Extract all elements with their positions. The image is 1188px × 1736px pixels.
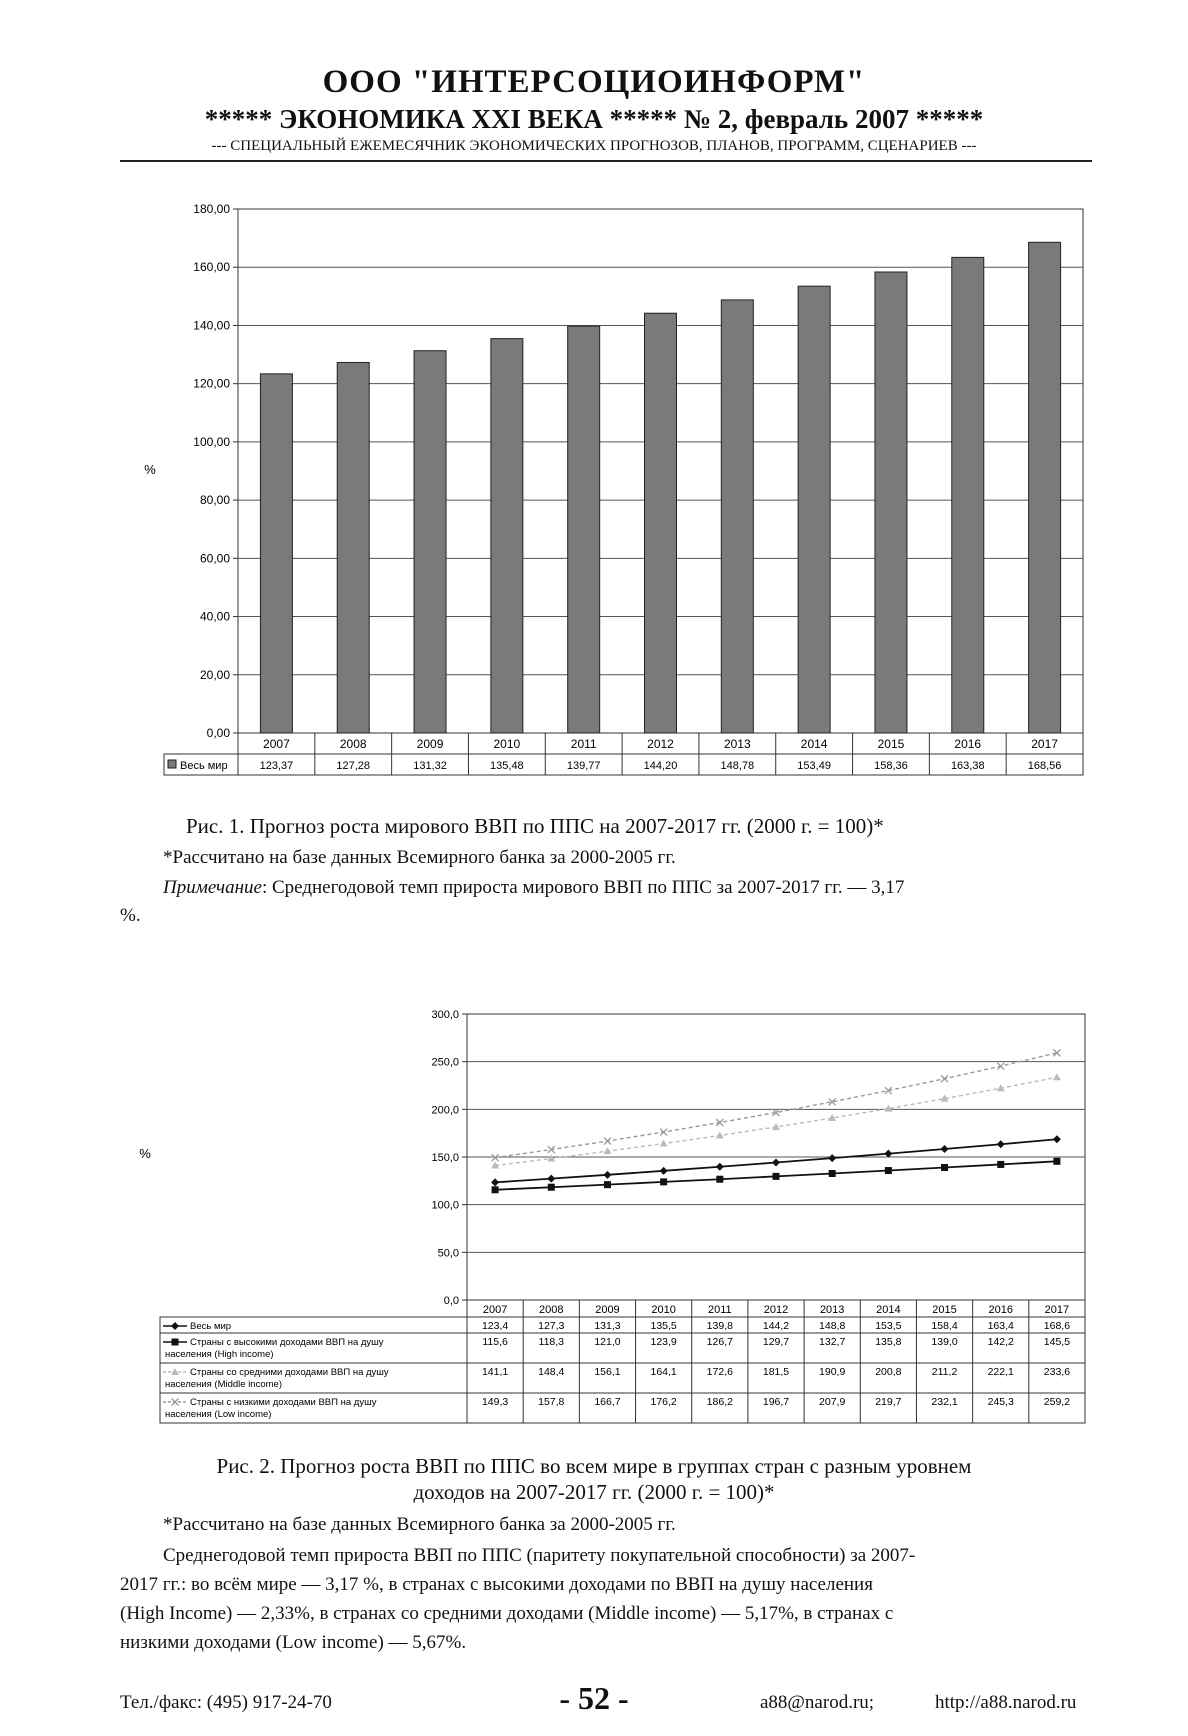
chart-1-data-label: 153,49 — [797, 760, 831, 772]
chart-2-series-line — [495, 1053, 1057, 1158]
chart-2-x-tick-label: 2007 — [482, 1304, 508, 1316]
chart-1-bar — [1029, 242, 1061, 733]
chart-2-data-label: 131,3 — [594, 1320, 621, 1332]
figure-1-note-label: Примечание — [163, 877, 262, 898]
chart-1-bar — [568, 326, 600, 733]
chart-2-data-label: 172,6 — [706, 1366, 733, 1378]
chart-2-y-tick-label: 150,0 — [431, 1152, 459, 1164]
chart-2-x-tick-label: 2015 — [932, 1304, 957, 1316]
chart-2-x-tick-label: 2014 — [876, 1304, 901, 1316]
chart-2-point — [172, 1339, 179, 1346]
chart-2-point — [884, 1150, 892, 1158]
chart-1-data-table-row — [164, 754, 1083, 775]
chart-2-data-label: 135,8 — [875, 1336, 902, 1348]
chart-2-point — [1053, 1073, 1061, 1080]
chart-2-data-label: 139,0 — [931, 1336, 958, 1348]
figure-2-footnote: *Рассчитано на базе данных Всемирного банка за 2000-2005 гг. — [163, 1514, 676, 1535]
footer-phone: Тел./факс: (495) 917-24-70 — [120, 1692, 332, 1713]
chart-2-legend-label: Страны со средними доходами ВВП на душу населения (Middle income) — [165, 1367, 389, 1390]
chart-2-y-tick-label: 200,0 — [431, 1104, 459, 1117]
chart-2-x-tick-label: 2013 — [819, 1304, 845, 1316]
chart-2-data-label: 176,2 — [650, 1396, 677, 1408]
chart-1-bar — [645, 313, 677, 733]
chart-2-point — [604, 1138, 611, 1145]
chart-2-data-label: 145,5 — [1043, 1336, 1071, 1348]
chart-2-x-tick-label: 2009 — [595, 1304, 620, 1316]
chart-2-data-label: 142,2 — [987, 1336, 1014, 1348]
chart-2-data-label: 144,2 — [762, 1320, 790, 1332]
summary-paragraph-line3: (High Income) — 2,33%, в странах со средними доходами (Middle income) — 5,17%, в странах с — [120, 1603, 894, 1624]
chart-2-data-label: 157,8 — [538, 1396, 565, 1408]
chart-2-data-label: 211,2 — [931, 1366, 958, 1378]
chart-1-legend-swatch — [168, 760, 176, 768]
chart-2-x-tick-label: 2010 — [651, 1304, 676, 1316]
chart-1-y-tick-label: 140,00 — [193, 318, 230, 333]
chart-2-point — [716, 1131, 724, 1138]
summary-paragraph-line2: 2017 гг.: во всём мире — 3,17 %, в странах с высокими доходами по ВВП на душу населения — [120, 1574, 873, 1595]
chart-2-data-label: 153,5 — [875, 1320, 902, 1332]
chart-2-point — [997, 1140, 1005, 1148]
chart-2-data-label: 245,3 — [987, 1396, 1014, 1408]
chart-2-data-label: 139,8 — [706, 1320, 733, 1332]
chart-2-y-tick-label: 100,0 — [431, 1199, 459, 1212]
chart-1-x-tick-label: 2010 — [493, 737, 521, 751]
chart-2-line — [139, 1009, 1085, 1423]
chart-1-bar — [144, 202, 1083, 775]
chart-1-x-tick-label: 2014 — [800, 737, 828, 751]
chart-2-point — [716, 1163, 724, 1171]
chart-2-point — [1053, 1158, 1060, 1165]
chart-1-data-label: 139,77 — [566, 760, 601, 772]
chart-2-point — [660, 1140, 668, 1147]
chart-1-y-tick-label: 60,00 — [199, 551, 230, 566]
chart-1-x-tick-label: 2015 — [877, 737, 905, 751]
chart-2-data-label: 186,2 — [706, 1396, 733, 1408]
chart-2-data-label: 156,1 — [594, 1366, 621, 1378]
chart-2-data-label: 149,3 — [481, 1396, 509, 1408]
chart-2-point — [548, 1184, 555, 1191]
chart-2-x-tick-label: 2011 — [707, 1304, 732, 1316]
journal-subtitle: --- СПЕЦИАЛЬНЫЙ ЕЖЕМЕСЯЧНИК ЭКОНОМИЧЕСКИХ ПРОГНОЗОВ, ПЛАНОВ, ПРОГРАММ, СЦЕНАРИЕВ --- — [211, 138, 977, 154]
chart-2-x-tick-label: 2012 — [763, 1304, 789, 1316]
chart-2-data-label: 196,7 — [762, 1396, 790, 1408]
figure-1-note-tail: %. — [120, 905, 141, 926]
chart-2-x-tick-label: 2008 — [539, 1304, 564, 1316]
chart-2-data-label: 222,1 — [987, 1366, 1014, 1378]
chart-2-legend-label: Страны с низкими доходами ВВП на душу населения (Low income) — [165, 1397, 377, 1420]
chart-2-y-tick-label: 250,0 — [431, 1056, 459, 1069]
figure-2-caption-line1: Рис. 2. Прогноз роста ВВП по ППС во всем мире в группах стран с разным уровнем — [216, 1454, 972, 1478]
chart-2-point — [603, 1171, 611, 1179]
chart-1-bar — [491, 339, 523, 733]
chart-2-point — [716, 1176, 723, 1183]
chart-1-data-label: 163,38 — [950, 760, 985, 772]
page-number: - 52 - — [559, 1680, 629, 1716]
chart-2-point — [773, 1173, 780, 1180]
chart-1-y-tick-label: 80,00 — [199, 493, 230, 508]
chart-2-point — [660, 1178, 667, 1185]
chart-1-y-tick-label: 180,00 — [193, 202, 230, 216]
chart-2-point — [492, 1186, 499, 1193]
chart-1-x-tick-label: 2007 — [263, 737, 290, 751]
chart-2-data-label: 118,3 — [538, 1336, 565, 1348]
chart-2-series-line — [495, 1077, 1057, 1165]
chart-2-data-label: 163,4 — [987, 1320, 1014, 1332]
chart-1-y-tick-label: 160,00 — [193, 260, 230, 275]
chart-1-y-tick-label: 120,00 — [193, 376, 230, 391]
figure-1-footnote: *Рассчитано на базе данных Всемирного банка за 2000-2005 гг. — [163, 847, 676, 868]
chart-2-point — [603, 1147, 611, 1154]
chart-1-bar — [414, 351, 446, 733]
chart-2-data-label: 181,5 — [762, 1366, 790, 1378]
chart-2-legend-label: Весь мир — [190, 1321, 232, 1332]
chart-2-point — [828, 1154, 836, 1162]
publisher-title: ООО "ИНТЕРСОЦИОИНФОРМ" — [322, 64, 866, 100]
chart-2-data-label: 259,2 — [1043, 1396, 1071, 1408]
chart-2-point — [885, 1167, 892, 1174]
chart-2-point — [997, 1161, 1004, 1168]
chart-2-legend-label: Страны с высокими доходами ВВП на душу населения (High income) — [165, 1337, 384, 1360]
chart-2-point — [1053, 1135, 1061, 1143]
chart-2-point — [547, 1175, 555, 1183]
chart-2-data-label: 232,1 — [931, 1396, 958, 1408]
chart-1-x-tick-label: 2017 — [1031, 737, 1058, 751]
figure-1-note — [163, 875, 1103, 901]
summary-paragraph-line4: низкими доходами (Low income) — 5,67%. — [120, 1632, 467, 1653]
chart-1-x-tick-label: 2016 — [954, 737, 982, 751]
chart-2-data-label: 219,7 — [875, 1396, 902, 1408]
chart-2-data-label: 158,4 — [931, 1320, 958, 1332]
chart-1-x-tick-label: 2008 — [339, 737, 367, 751]
chart-2-point — [941, 1145, 949, 1153]
chart-1-bar — [721, 300, 753, 733]
chart-2-data-label: 121,0 — [594, 1336, 621, 1348]
chart-1-data-label: 148,78 — [720, 760, 755, 772]
chart-1-data-label: 135,48 — [490, 760, 524, 772]
chart-2-data-label: 141,1 — [481, 1366, 509, 1378]
chart-2-data-label: 127,3 — [538, 1320, 565, 1332]
chart-1-bar — [798, 286, 830, 733]
chart-1-x-tick-label: 2011 — [570, 737, 597, 751]
chart-1-y-axis-label: % — [144, 462, 156, 477]
chart-2-x-tick-label: 2017 — [1044, 1304, 1070, 1316]
chart-2-data-label: 115,6 — [482, 1336, 508, 1348]
chart-2-data-label: 126,7 — [706, 1336, 733, 1348]
chart-2-data-label: 166,7 — [594, 1396, 621, 1408]
chart-2-point — [172, 1399, 179, 1406]
chart-2-data-label: 132,7 — [819, 1336, 846, 1348]
chart-2-point — [171, 1368, 179, 1375]
footer-email[interactable]: a88@narod.ru; — [760, 1692, 875, 1713]
chart-1-data-label: 158,36 — [874, 760, 908, 772]
chart-2-data-label: 190,9 — [819, 1366, 846, 1378]
chart-2-point — [772, 1123, 780, 1130]
figure-1-caption: Рис. 1. Прогноз роста мирового ВВП по ППС на 2007-2017 гг. (2000 г. = 100)* — [186, 814, 884, 838]
chart-1-data-label: 123,37 — [259, 760, 294, 772]
chart-1-x-tick-label: 2009 — [416, 737, 444, 751]
chart-1-y-tick-label: 40,00 — [199, 609, 230, 624]
chart-2-x-tick-label: 2016 — [988, 1304, 1013, 1316]
chart-2-y-tick-label: 50,0 — [437, 1247, 459, 1260]
chart-2-data-label: 207,9 — [819, 1396, 846, 1408]
chart-1-x-tick-label: 2013 — [723, 737, 751, 751]
chart-1-data-label: 127,28 — [336, 760, 371, 772]
chart-1-bar — [875, 272, 907, 733]
journal-title: ***** ЭКОНОМИКА XXI ВЕКА ***** № 2, февраль 2007 ***** — [204, 104, 984, 134]
chart-2-point — [604, 1181, 611, 1188]
chart-1-data-label: 131,32 — [413, 760, 447, 772]
chart-2-y-tick-label: 300,0 — [431, 1009, 459, 1021]
chart-1-legend-label: Весь мир — [180, 760, 228, 772]
chart-1-bar — [337, 362, 369, 733]
chart-2-point — [171, 1322, 179, 1330]
chart-2-data-label: 123,9 — [650, 1336, 677, 1348]
chart-2-point — [829, 1170, 836, 1177]
chart-2-data-label: 135,5 — [650, 1320, 677, 1332]
chart-2-data-label: 233,6 — [1043, 1366, 1071, 1378]
chart-2-data-label: 200,8 — [875, 1366, 902, 1378]
chart-1-y-tick-label: 0,00 — [206, 726, 230, 740]
figure-1-note-text: : Среднегодовой темп прироста мирового ВВП по ППС за 2007-2017 гг. — 3,17 — [261, 877, 905, 898]
chart-2-data-label: 164,1 — [650, 1366, 677, 1378]
figure-2-caption-line2: доходов на 2007-2017 гг. (2000 г. = 100)* — [413, 1480, 775, 1504]
chart-1-x-tick-label: 2012 — [647, 737, 674, 751]
chart-1-y-tick-label: 20,00 — [199, 667, 230, 682]
chart-2-y-axis-label: % — [139, 1146, 151, 1161]
chart-2-point — [772, 1159, 780, 1167]
chart-1-bar — [952, 257, 984, 733]
chart-1-bar — [260, 374, 292, 733]
chart-2-data-label: 168,6 — [1043, 1320, 1071, 1332]
chart-2-data-label: 148,4 — [538, 1366, 565, 1378]
chart-1-data-label: 168,56 — [1027, 760, 1062, 772]
chart-2-y-tick-label: 0,0 — [443, 1295, 459, 1307]
chart-2-point — [941, 1164, 948, 1171]
chart-1-y-tick-label: 100,00 — [193, 434, 230, 449]
footer-url[interactable]: http://a88.narod.ru — [935, 1692, 1077, 1713]
chart-2-point — [491, 1178, 499, 1186]
chart-2-data-label: 148,8 — [819, 1320, 846, 1332]
chart-2-point — [660, 1167, 668, 1175]
chart-2-data-label: 129,7 — [762, 1336, 790, 1348]
chart-1-data-label: 144,20 — [643, 760, 678, 772]
chart-2-data-label: 123,4 — [481, 1320, 509, 1332]
summary-paragraph-line1: Среднегодовой темп прироста ВВП по ППС (паритету покупательной способности) за 2007- — [163, 1545, 916, 1566]
